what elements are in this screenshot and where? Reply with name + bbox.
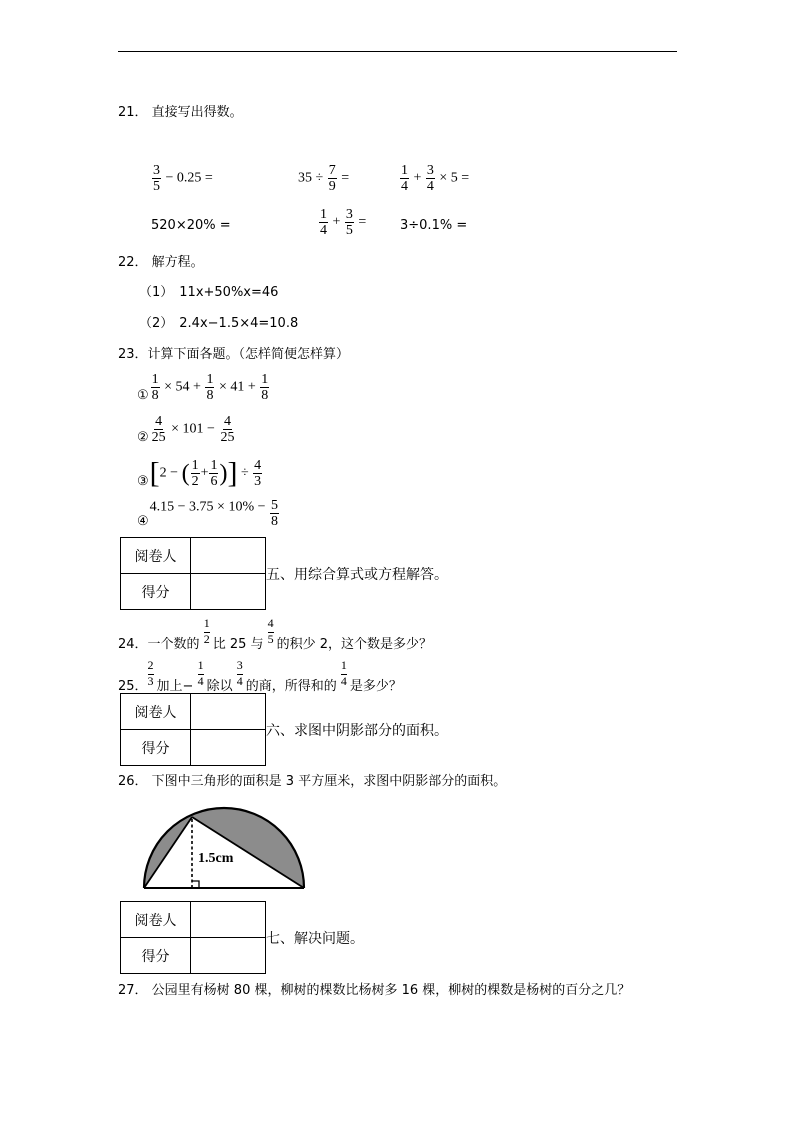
q22-eq-1: （1） 11x+50%x=46 [139, 285, 279, 300]
header-rule [118, 51, 677, 52]
score-cell[interactable] [191, 938, 266, 974]
reviewer-cell[interactable] [191, 538, 266, 574]
fraction: $\frac{4}{5}$ [267, 616, 274, 646]
score-cell[interactable] [191, 730, 266, 766]
q22-eq-2: （2） 2.4x−1.5×4=10.8 [139, 316, 299, 331]
score-label: 得分 [121, 574, 191, 610]
score-table-3 [120, 901, 266, 974]
q21-item-6: 3÷0.1% = [400, 218, 468, 233]
q22-title: 22． 解方程。 [118, 255, 204, 270]
fraction: $\frac{2}{3}$ [147, 658, 154, 688]
fraction: $\frac{1}{4}$ [340, 658, 347, 688]
q23-title: 23．计算下面各题。（怎样简便怎样算） [118, 347, 350, 362]
fraction: $\frac{1}{4}$ [197, 658, 204, 688]
q21-item-2: 35 ÷ $\frac{7}{9}$ = [298, 163, 350, 194]
score-label: 得分 [121, 730, 191, 766]
q21-item-4: 520×20% = [151, 218, 231, 233]
q23-item-4: ④4.15 − 3.75 × 10% − $\frac{5}{8}$ [137, 498, 279, 529]
reviewer-label: 阅卷人 [121, 694, 191, 730]
q25-text: 25． $\frac{2}{3}$ 加上− $\frac{1}{4}$ 除以 $\frac{3}{4}$ 的商，所得和的 $\frac{1}{4}$ 是多少？ [118, 658, 402, 694]
section-5-title: 五、用综合算式或方程解答。 [266, 567, 448, 583]
reviewer-cell[interactable] [191, 902, 266, 938]
q27-title: 27． 公园里有杨树 80 棵，柳树的棵数比杨树多 16 棵，柳树的棵数是杨树的百分之几？ [118, 983, 631, 998]
q21-item-3: $\frac{1}{4}$ + $\frac{3}{4}$ × 5 = [401, 163, 470, 194]
section-6-title: 六、求图中阴影部分的面积。 [266, 723, 448, 739]
reviewer-label: 阅卷人 [121, 538, 191, 574]
section-7-title: 七、解决问题。 [266, 931, 364, 947]
score-label: 得分 [121, 938, 191, 974]
fraction: $\frac{3}{4}$ [236, 658, 243, 688]
score-cell[interactable] [191, 574, 266, 610]
semicircle-triangle-figure [140, 804, 310, 892]
fraction: $\frac{1}{4}$ [401, 163, 408, 194]
fraction: $\frac{3}{4}$ [426, 163, 434, 194]
q23-item-3: ③[2 − ( $\frac{1}{2}$ + $\frac{1}{6}$ )] ÷ $\frac{4}{3}$ [137, 456, 262, 490]
fraction: $\frac{3}{5}$ [345, 207, 353, 238]
reviewer-label: 阅卷人 [121, 902, 191, 938]
q21-title: 21． 直接写出得数。 [118, 105, 243, 120]
fraction: $\frac{1}{4}$ [320, 207, 327, 238]
fraction: $\frac{3}{5}$ [153, 163, 160, 194]
q24-text: 24．一个数的 $\frac{1}{2}$ 比 25 与 $\frac{4}{5}$ 的积少 2，这个数是多少？ [118, 616, 433, 652]
q26-title: 26． 下图中三角形的面积是 3 平方厘米，求图中阴影部分的面积。 [118, 774, 507, 789]
fraction: $\frac{1}{2}$ [203, 616, 210, 646]
height-label: 1.5cm [198, 851, 234, 866]
q23-item-1: ① $\frac{1}{8}$ × 54 + $\frac{1}{8}$ × 41 + $\frac{1}{8}$ [137, 372, 269, 403]
q21-item-1: $\frac{3}{5}$ − 0.25 = [153, 163, 213, 194]
score-table-2 [120, 693, 266, 766]
q21-item-5: $\frac{1}{4}$ + $\frac{3}{5}$ = [320, 207, 367, 238]
fraction: $\frac{7}{9}$ [328, 163, 336, 194]
reviewer-cell[interactable] [191, 694, 266, 730]
score-table-1 [120, 537, 266, 610]
q23-item-2: ② $\frac{4}{25}$ × 101 − $\frac{4}{25}$ [137, 414, 235, 445]
